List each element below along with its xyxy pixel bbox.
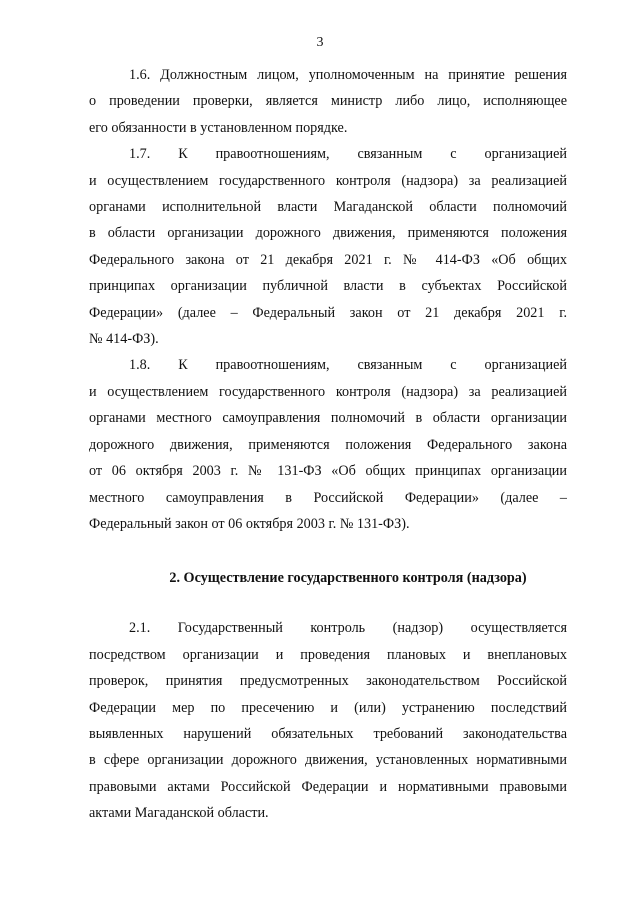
text-line: его обязанности в установленном порядке. <box>89 119 348 136</box>
text-line: Федерации» (далее – Федеральный закон от 21 декабря 2021 г. <box>89 304 567 321</box>
text-line: выявленных нарушений обязательных требований законодательства <box>89 725 567 742</box>
text-line: актами Магаданской области. <box>89 805 269 822</box>
section-heading: 2. Осуществление государственного контроля (надзора) <box>169 570 527 587</box>
text-line: Федерации мер по пресечению и (или) устранению последствий <box>89 699 567 716</box>
text-line: о проведении проверки, является министр либо лицо, исполняющее <box>89 93 567 110</box>
paragraph-1-8 <box>89 352 567 537</box>
text-line: № 414-ФЗ). <box>89 331 159 348</box>
text-line: от 06 октября 2003 г. № 131-ФЗ «Об общих принципах организации <box>89 463 567 480</box>
text-line: посредством организации и проведения плановых и внеплановых <box>89 646 567 663</box>
text-line: 1.8. К правоотношениям, связанным с организацией <box>129 357 567 374</box>
paragraph-1-7 <box>89 141 567 352</box>
text-line: и осуществлением государственного контроля (надзора) за реализацией <box>89 383 567 400</box>
document-body <box>89 62 567 827</box>
text-line: правовыми актами Российской Федерации и нормативными правовыми <box>89 778 567 795</box>
text-line: в области организации дорожного движения, применяются положения <box>89 225 567 242</box>
text-line: 1.6. Должностным лицом, уполномоченным на принятие решения <box>129 67 567 83</box>
text-line: проверок, принятия предусмотренных законодательством Российской <box>89 673 567 690</box>
text-line: дорожного движения, применяются положения Федерального закона <box>89 436 567 453</box>
text-line: принципах организации публичной власти в субъектах Российской <box>89 278 567 295</box>
text-line: местного самоуправления в Российской Федерации» (далее – <box>89 489 567 506</box>
text-line: органами местного самоуправления полномочий в области организации <box>89 410 567 427</box>
page-number: 3 <box>316 35 324 50</box>
text-line: 1.7. К правоотношениям, связанным с организацией <box>129 146 567 163</box>
text-line: и осуществлением государственного контроля (надзора) за реализацией <box>89 172 567 189</box>
paragraph-2-1 <box>89 615 567 826</box>
text-line: органами исполнительной власти Магаданской области полномочий <box>89 199 567 216</box>
text-line: Федерального закона от 21 декабря 2021 г. № 414-ФЗ «Об общих <box>89 251 567 268</box>
text-line: Федеральный закон от 06 октября 2003 г. № 131-ФЗ). <box>89 515 410 532</box>
text-line: в сфере организации дорожного движения, установленных нормативными <box>89 752 567 769</box>
paragraph-1-6 <box>89 62 567 141</box>
text-line: 2.1. Государственный контроль (надзор) осуществляется <box>129 620 567 637</box>
